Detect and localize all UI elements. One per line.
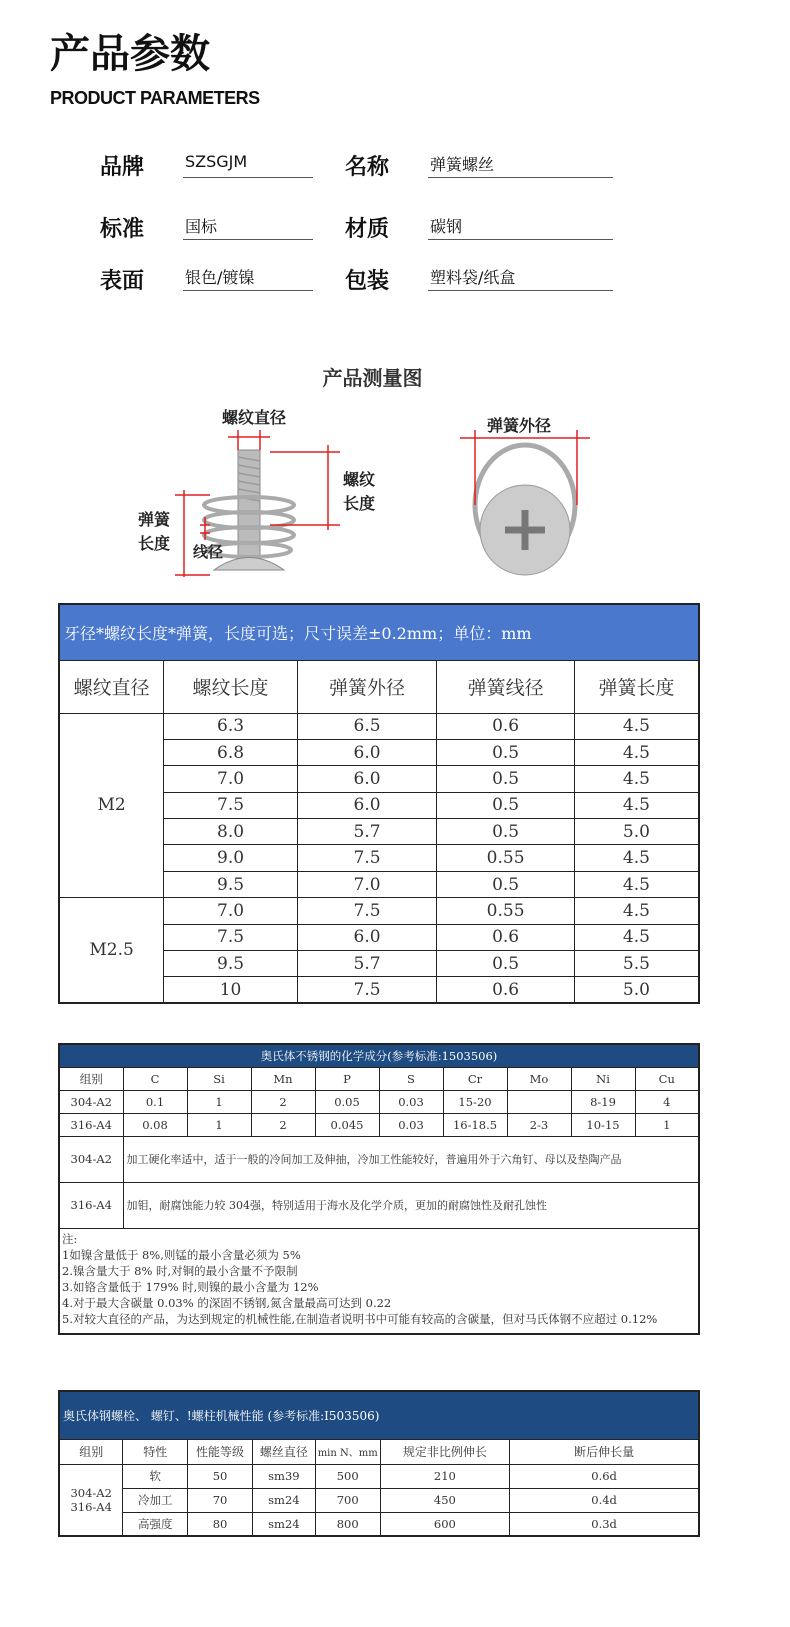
column-header: 规定非比例伸长: [380, 1439, 510, 1464]
column-header: Cu: [635, 1067, 699, 1090]
table-row: [59, 1090, 699, 1113]
table-cell: 7.5: [297, 898, 437, 924]
table-cell: sm24: [252, 1488, 315, 1512]
table-cell: 6.5: [297, 713, 437, 739]
table-cell: 7.0: [164, 766, 298, 792]
table-cell: 冷加工: [123, 1488, 188, 1512]
label-spring-outer: 弹簧外径: [487, 416, 552, 435]
table-cell: 0.1: [123, 1090, 187, 1113]
table-cell: 6.8: [164, 739, 298, 765]
table-row: [59, 1488, 699, 1512]
table-cell: 16-18.5: [443, 1113, 507, 1136]
table-cell: 4.5: [574, 845, 699, 871]
column-header: 性能等级: [188, 1439, 253, 1464]
chemical-composition-table: [58, 1043, 700, 1335]
table-cell: 7.0: [164, 898, 298, 924]
table-cell: 6.0: [297, 739, 437, 765]
column-header: min N、mm: [315, 1439, 380, 1464]
caption-row: [59, 1044, 699, 1067]
table-cell: 0.6: [437, 713, 575, 739]
column-header: S: [379, 1067, 443, 1090]
table-cell: 0.6: [437, 924, 575, 950]
measurement-title: 产品测量图: [322, 366, 423, 390]
column-header: 螺丝直径: [252, 1439, 315, 1464]
param-value: 塑料袋/纸盒: [428, 265, 613, 291]
table-cell: 10-15: [571, 1113, 635, 1136]
table-cell: 9.5: [164, 871, 298, 897]
table-cell: 6.0: [297, 766, 437, 792]
table-cell: 210: [380, 1464, 510, 1488]
column-header: Si: [187, 1067, 251, 1090]
table-cell: 700: [315, 1488, 380, 1512]
table-cell: 0.5: [437, 792, 575, 818]
param-value: 国标: [183, 214, 313, 240]
table-cell: 50: [188, 1464, 253, 1488]
table-cell: 0.5: [437, 871, 575, 897]
table-cell: 5.0: [574, 977, 699, 1003]
group-cell: M2.5: [59, 898, 164, 1004]
table-cell: 800: [315, 1512, 380, 1536]
table-cell: 1: [187, 1090, 251, 1113]
param-label: 名称: [345, 155, 390, 180]
table-cell: sm24: [252, 1512, 315, 1536]
notes-cell: [59, 1228, 699, 1334]
table-row: [59, 713, 699, 739]
param-label: 包装: [345, 269, 390, 294]
column-header: 特性: [123, 1439, 188, 1464]
table-cell: 4.5: [574, 713, 699, 739]
table-cell: 软: [123, 1464, 188, 1488]
label-spring-length: 弹簧 长度: [138, 510, 171, 553]
table-cell: 10: [164, 977, 298, 1003]
column-header: Mo: [507, 1067, 571, 1090]
table-cell: 7.5: [164, 792, 298, 818]
table-cell: 4.5: [574, 898, 699, 924]
notes-row: [59, 1228, 699, 1334]
size-table: [58, 603, 700, 1004]
label-thread-diameter: 螺纹直径: [222, 408, 287, 427]
column-header: 弹簧线径: [437, 660, 575, 713]
group-cell: 304-A2 316-A4: [59, 1464, 123, 1536]
screw-head-illustration: [475, 445, 575, 575]
table-cell: 304-A2: [59, 1090, 123, 1113]
page-title: 产品参数: [50, 31, 210, 77]
table-caption: 奥氏体不锈钢的化学成分(参考标准:1503506): [59, 1044, 699, 1067]
table-cell: 4.5: [574, 871, 699, 897]
group-cell: M2: [59, 713, 164, 898]
label-wire-diameter: 线径: [193, 543, 224, 561]
note-line: 1如镍含量低于 8%,则锰的最小含量必须为 5%: [62, 1247, 301, 1262]
table-cell: 0.05: [315, 1090, 379, 1113]
table-cell: 7.5: [297, 977, 437, 1003]
table-cell: 1: [635, 1113, 699, 1136]
param-value: 碳钢: [428, 214, 613, 240]
table-cell: 7.5: [297, 845, 437, 871]
column-header: 组别: [59, 1439, 123, 1464]
table-cell: 4.5: [574, 766, 699, 792]
column-header: 断后伸长量: [510, 1439, 699, 1464]
table-cell: 6.3: [164, 713, 298, 739]
column-header: Ni: [571, 1067, 635, 1090]
caption-row: [59, 604, 699, 660]
table-cell: 0.03: [379, 1090, 443, 1113]
note-line: 注:: [62, 1231, 78, 1246]
table-cell: 8-19: [571, 1090, 635, 1113]
header-row: [59, 1067, 699, 1090]
description-row: [59, 1182, 699, 1228]
table-cell: 0.5: [437, 766, 575, 792]
column-header: 弹簧长度: [574, 660, 699, 713]
table-cell: 高强度: [123, 1512, 188, 1536]
group-cell: 316-A4: [59, 1182, 123, 1228]
column-header: 弹簧外径: [297, 660, 437, 713]
table-caption: 奥氏体钢螺栓、 螺钉、!螺柱机械性能 (参考标准:I503506): [59, 1391, 699, 1439]
description-cell: 加工硬化率适中，适于一般的冷间加工及伸抽，冷加工性能较好，普遍用外于六角钉、母以及垫陶产品: [123, 1136, 699, 1182]
page-subtitle: PRODUCT PARAMETERS: [50, 88, 260, 108]
note-line: 5.对较大直径的产品，为达到规定的机械性能,在制造者说明书中可能有较高的含碳量，但对马氏体钢不应超过 0.12%: [62, 1311, 658, 1326]
note-line: 2.镍含量大于 8% 时,对铜的最小含量不予限制: [62, 1263, 298, 1278]
table-cell: 0.5: [437, 739, 575, 765]
table-cell: 0.03: [379, 1113, 443, 1136]
table-cell: sm39: [252, 1464, 315, 1488]
table-cell: 9.5: [164, 951, 298, 977]
param-value: 弹簧螺丝: [428, 152, 613, 178]
param-label: 标准: [100, 217, 145, 242]
table-cell: 2: [251, 1113, 315, 1136]
param-label: 材质: [345, 217, 390, 242]
header-row: [59, 660, 699, 713]
table-cell: 0.045: [315, 1113, 379, 1136]
table-cell: 4.5: [574, 924, 699, 950]
description-cell: 加钼，耐腐蚀能力较 304强，特别适用于海水及化学介质，更加的耐腐蚀性及耐孔蚀性: [123, 1182, 699, 1228]
table-cell: 0.5: [437, 819, 575, 845]
table-cell: 4.5: [574, 739, 699, 765]
column-header: Cr: [443, 1067, 507, 1090]
table-cell: 500: [315, 1464, 380, 1488]
description-row: [59, 1136, 699, 1182]
mechanical-properties-table: [58, 1390, 700, 1537]
table-cell: 0.55: [437, 845, 575, 871]
table-cell: 0.55: [437, 898, 575, 924]
table-cell: 80: [188, 1512, 253, 1536]
table-cell: 0.6: [437, 977, 575, 1003]
table-cell: 7.5: [164, 924, 298, 950]
table-cell: 0.6d: [510, 1464, 699, 1488]
table-cell: 0.4d: [510, 1488, 699, 1512]
table-cell: 316-A4: [59, 1113, 123, 1136]
table-cell: 0.08: [123, 1113, 187, 1136]
group-cell: 304-A2: [59, 1136, 123, 1182]
table-cell: 8.0: [164, 819, 298, 845]
caption-row: [59, 1391, 699, 1439]
table-cell: 5.0: [574, 819, 699, 845]
table-cell: 6.0: [297, 792, 437, 818]
table-cell: 5.7: [297, 951, 437, 977]
table-cell: 2-3: [507, 1113, 571, 1136]
table-caption: 牙径*螺纹长度*弹簧，长度可选；尺寸误差±0.2mm；单位：mm: [59, 604, 699, 660]
column-header: 组别: [59, 1067, 123, 1090]
column-header: 螺纹直径: [59, 660, 164, 713]
table-cell: 4: [635, 1090, 699, 1113]
table-cell: 0.3d: [510, 1512, 699, 1536]
table-cell: 70: [188, 1488, 253, 1512]
table-cell: 5.7: [297, 819, 437, 845]
column-header: P: [315, 1067, 379, 1090]
table-row: [59, 1113, 699, 1136]
table-cell: 600: [380, 1512, 510, 1536]
param-value: 银色/镀镍: [183, 265, 313, 291]
table-cell: 4.5: [574, 792, 699, 818]
table-cell: 450: [380, 1488, 510, 1512]
table-cell: 15-20: [443, 1090, 507, 1113]
table-cell: [507, 1090, 571, 1113]
label-thread-length: 螺纹 长度: [343, 470, 376, 513]
table-row: [59, 1464, 699, 1488]
column-header: 螺纹长度: [164, 660, 298, 713]
param-label: 表面: [100, 269, 145, 294]
table-row: [59, 898, 699, 924]
table-row: [59, 1512, 699, 1536]
table-cell: 7.0: [297, 871, 437, 897]
header-row: [59, 1439, 699, 1464]
column-header: Mn: [251, 1067, 315, 1090]
note-line: 4.对于最大含碳量 0.03% 的深固不锈钢,氮含量最高可达到 0.22: [62, 1295, 392, 1310]
table-cell: 6.0: [297, 924, 437, 950]
param-value: SZSGJM: [183, 152, 313, 178]
table-cell: 5.5: [574, 951, 699, 977]
note-line: 3.如铬含量低于 179% 时,则镍的最小含量为 12%: [62, 1279, 319, 1294]
table-cell: 9.0: [164, 845, 298, 871]
table-cell: 0.5: [437, 951, 575, 977]
param-label: 品牌: [100, 155, 145, 180]
table-cell: 1: [187, 1113, 251, 1136]
column-header: C: [123, 1067, 187, 1090]
table-cell: 2: [251, 1090, 315, 1113]
